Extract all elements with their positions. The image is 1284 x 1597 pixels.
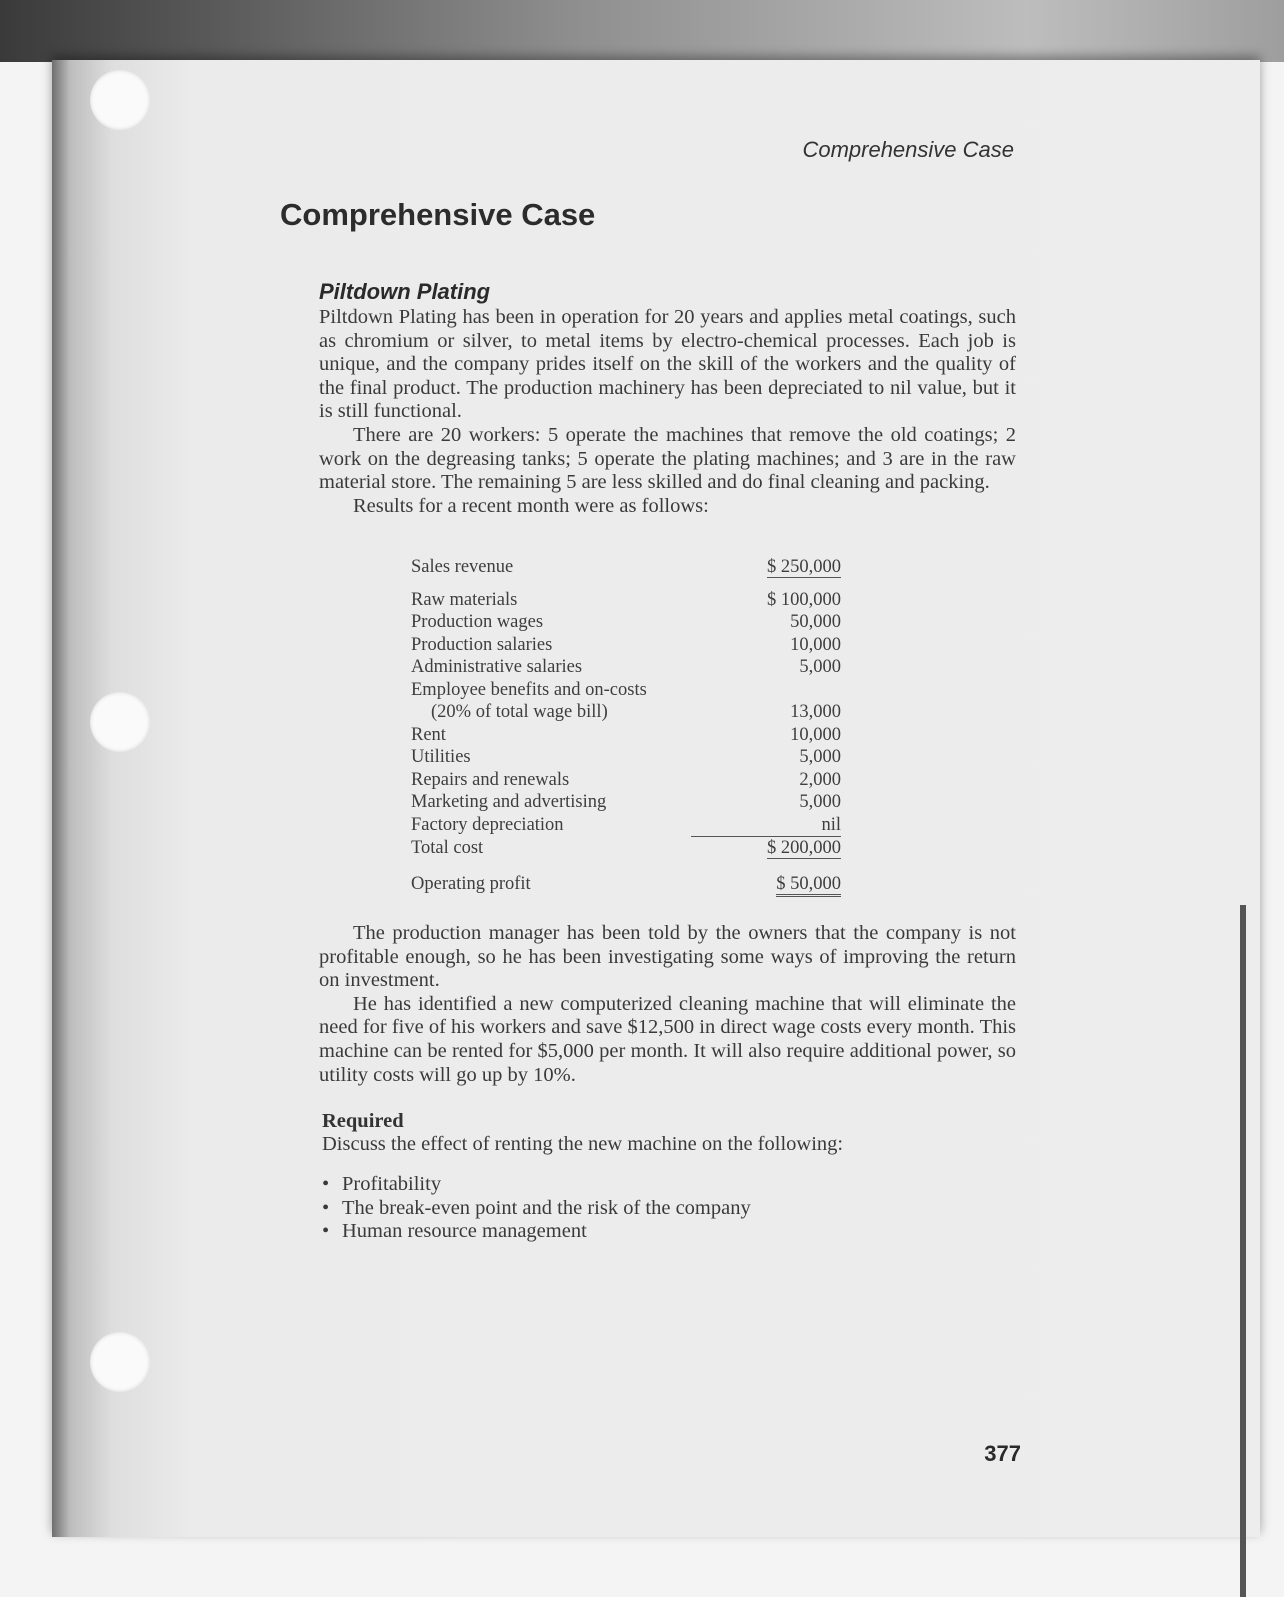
table-row bbox=[411, 746, 841, 769]
table-row bbox=[411, 579, 841, 612]
table-row bbox=[411, 656, 841, 679]
table-row bbox=[411, 611, 841, 634]
row-amount: nil bbox=[821, 814, 841, 835]
row-label: Administrative salaries bbox=[411, 657, 583, 677]
row-amount: 5,000 bbox=[799, 792, 841, 812]
required-instruction: Discuss the effect of renting the new machine on the following: bbox=[322, 1133, 844, 1155]
row-label: Total cost bbox=[411, 838, 484, 858]
row-label: (20% of total wage bill) bbox=[431, 702, 608, 722]
row-amount: $ 250,000 bbox=[767, 557, 841, 577]
table-row bbox=[411, 679, 841, 702]
row-amount: 2,000 bbox=[799, 769, 841, 790]
row-label: Employee benefits and on-costs bbox=[411, 679, 647, 700]
scanner-background bbox=[0, 0, 1284, 62]
binder-hole-bottom bbox=[90, 1332, 150, 1392]
table-row bbox=[411, 814, 841, 837]
analysis-paragraph-2: He has identified a new computerized cleaning machine that will eliminate the need for five of his workers and save $12,500 in direct wage costs every month. This machine can be rented for $5,000 per month. It will also require additional power, so utility costs will go up by 10%. bbox=[319, 992, 1017, 1086]
financial-results-table bbox=[411, 556, 841, 895]
row-amount: $ 100,000 bbox=[767, 589, 841, 610]
table-row bbox=[411, 701, 841, 724]
intro-paragraph-3: Results for a recent month were as follows: bbox=[353, 494, 709, 517]
intro-paragraph-1: Piltdown Plating has been in operation for 20 years and applies metal coatings, such as chromium or silver, to metal items by electro-chemical processes. Each job is unique, and the company prides itself on the skill of the workers and the quality of the final product. The production machinery has been depreciated to nil value, but it is still functional. bbox=[319, 306, 1016, 423]
page-number: 377 bbox=[984, 1441, 1021, 1466]
binder-hole-top bbox=[90, 70, 150, 130]
analysis-text bbox=[319, 922, 1016, 1087]
row-amount: 5,000 bbox=[799, 747, 841, 767]
required-list bbox=[322, 1173, 751, 1244]
row-amount: 5,000 bbox=[799, 657, 841, 677]
table-row bbox=[411, 860, 841, 896]
table-row bbox=[411, 556, 841, 579]
table-row bbox=[411, 634, 841, 657]
table-row bbox=[411, 769, 841, 792]
running-head: Comprehensive Case bbox=[802, 137, 1014, 162]
page-edge-shadow bbox=[1240, 905, 1246, 1597]
row-amount: $ 50,000 bbox=[776, 874, 841, 897]
row-amount bbox=[691, 679, 841, 702]
intro-paragraph-2: There are 20 workers: 5 operate the machines that remove the old coatings; 2 work on the degreasing tanks; 5 operate the plating machines; and 3 are in the raw material store. The remaining 5 are less skilled and do final cleaning and packing. bbox=[319, 423, 1016, 494]
row-label: Operating profit bbox=[411, 873, 531, 894]
row-label: Repairs and renewals bbox=[411, 769, 570, 790]
required-heading: Required bbox=[322, 1110, 404, 1132]
list-item: • Profitability bbox=[322, 1173, 751, 1197]
row-amount: 10,000 bbox=[790, 634, 841, 655]
row-label: Rent bbox=[411, 724, 446, 745]
intro-text bbox=[319, 306, 1016, 518]
row-amount: 13,000 bbox=[790, 702, 841, 722]
row-label: Utilities bbox=[411, 747, 471, 767]
analysis-paragraph-1: The production manager has been told by the owners that the company is not profitable enough, so he has been investigating some ways of improving the return on investment. bbox=[319, 922, 1016, 992]
table-row bbox=[411, 724, 841, 747]
row-amount: $ 200,000 bbox=[767, 838, 841, 858]
table-row bbox=[411, 791, 841, 814]
row-label: Sales revenue bbox=[411, 557, 514, 577]
chapter-title: Comprehensive Case bbox=[280, 197, 596, 232]
case-title: Piltdown Plating bbox=[319, 279, 491, 304]
binder-hole-middle bbox=[90, 692, 150, 752]
row-amount: 10,000 bbox=[790, 724, 841, 745]
table-row bbox=[411, 837, 841, 860]
row-label: Production salaries bbox=[411, 634, 553, 655]
row-label: Factory depreciation bbox=[411, 815, 564, 835]
list-item: • Human resource management bbox=[322, 1220, 751, 1244]
row-label: Marketing and advertising bbox=[411, 792, 607, 812]
row-label: Raw materials bbox=[411, 589, 518, 610]
row-label: Production wages bbox=[411, 612, 544, 632]
list-item: • The break-even point and the risk of the company bbox=[322, 1197, 751, 1221]
row-amount: 50,000 bbox=[790, 612, 841, 632]
